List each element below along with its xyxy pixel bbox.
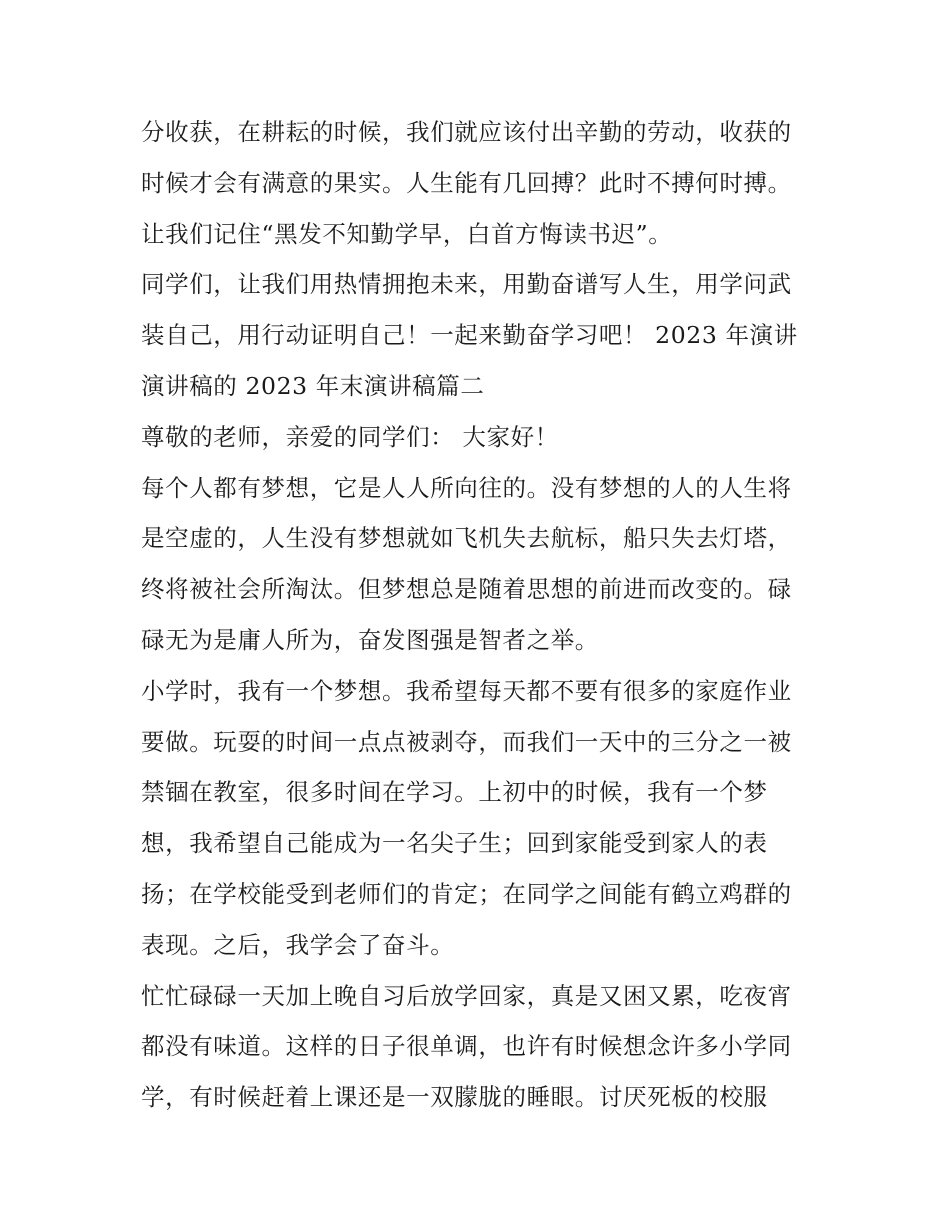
text-line: 装自己，用行动证明自己！一起来勤奋学习吧！ 2023 年演讲	[141, 321, 798, 350]
text-line: 时候才会有满意的果实。人生能有几回搏？此时不搏何时搏。	[141, 168, 792, 197]
text-line: 学，有时候赶着上课还是一双朦胧的睡眼。讨厌死板的校服	[141, 1083, 768, 1112]
text-line: 每个人都有梦想，它是人人所向往的。没有梦想的人的人生将	[141, 473, 792, 502]
text-line: 分收获，在耕耘的时候，我们就应该付出辛勤的劳动，收获的	[141, 118, 792, 146]
salutation: 尊敬的老师，亲爱的同学们： 大家好！	[141, 422, 559, 451]
document-body	[141, 107, 821, 1123]
text-line: 禁锢在教室，很多时间在学习。上初中的时候，我有一个梦	[141, 778, 768, 807]
text-line: 要做。玩耍的时间一点点被剥夺，而我们一天中的三分之一被	[141, 727, 792, 756]
text-line: 都没有味道。这样的日子很单调，也许有时候想念许多小学同	[141, 1032, 792, 1061]
section-heading: 演讲稿的 2023 年末演讲稿篇二	[141, 371, 485, 400]
text-line: 让我们记住“黑发不知勤学早，白首方悔读书迟”。	[141, 219, 673, 248]
text-line: 小学时，我有一个梦想。我希望每天都不要有很多的家庭作业	[141, 676, 792, 705]
text-line: 扬；在学校能受到老师们的肯定；在同学之间能有鹤立鸡群的	[141, 879, 792, 908]
text-line: 想，我希望自己能成为一名尖子生；回到家能受到家人的表	[141, 829, 768, 858]
text-line: 忙忙碌碌一天加上晚自习后放学回家，真是又困又累，吃夜宵	[141, 981, 792, 1010]
text-line: 碌无为是庸人所为，奋发图强是智者之举。	[141, 625, 599, 654]
text-line: 终将被社会所淘汰。但梦想总是随着思想的前进而改变的。碌	[141, 575, 792, 604]
text-line: 表现。之后，我学会了奋斗。	[141, 930, 455, 959]
text-line: 同学们，让我们用热情拥抱未来，用勤奋谱写人生，用学问武	[141, 270, 792, 299]
text-line: 是空虚的，人生没有梦想就如飞机失去航标，船只失去灯塔，	[141, 524, 792, 553]
